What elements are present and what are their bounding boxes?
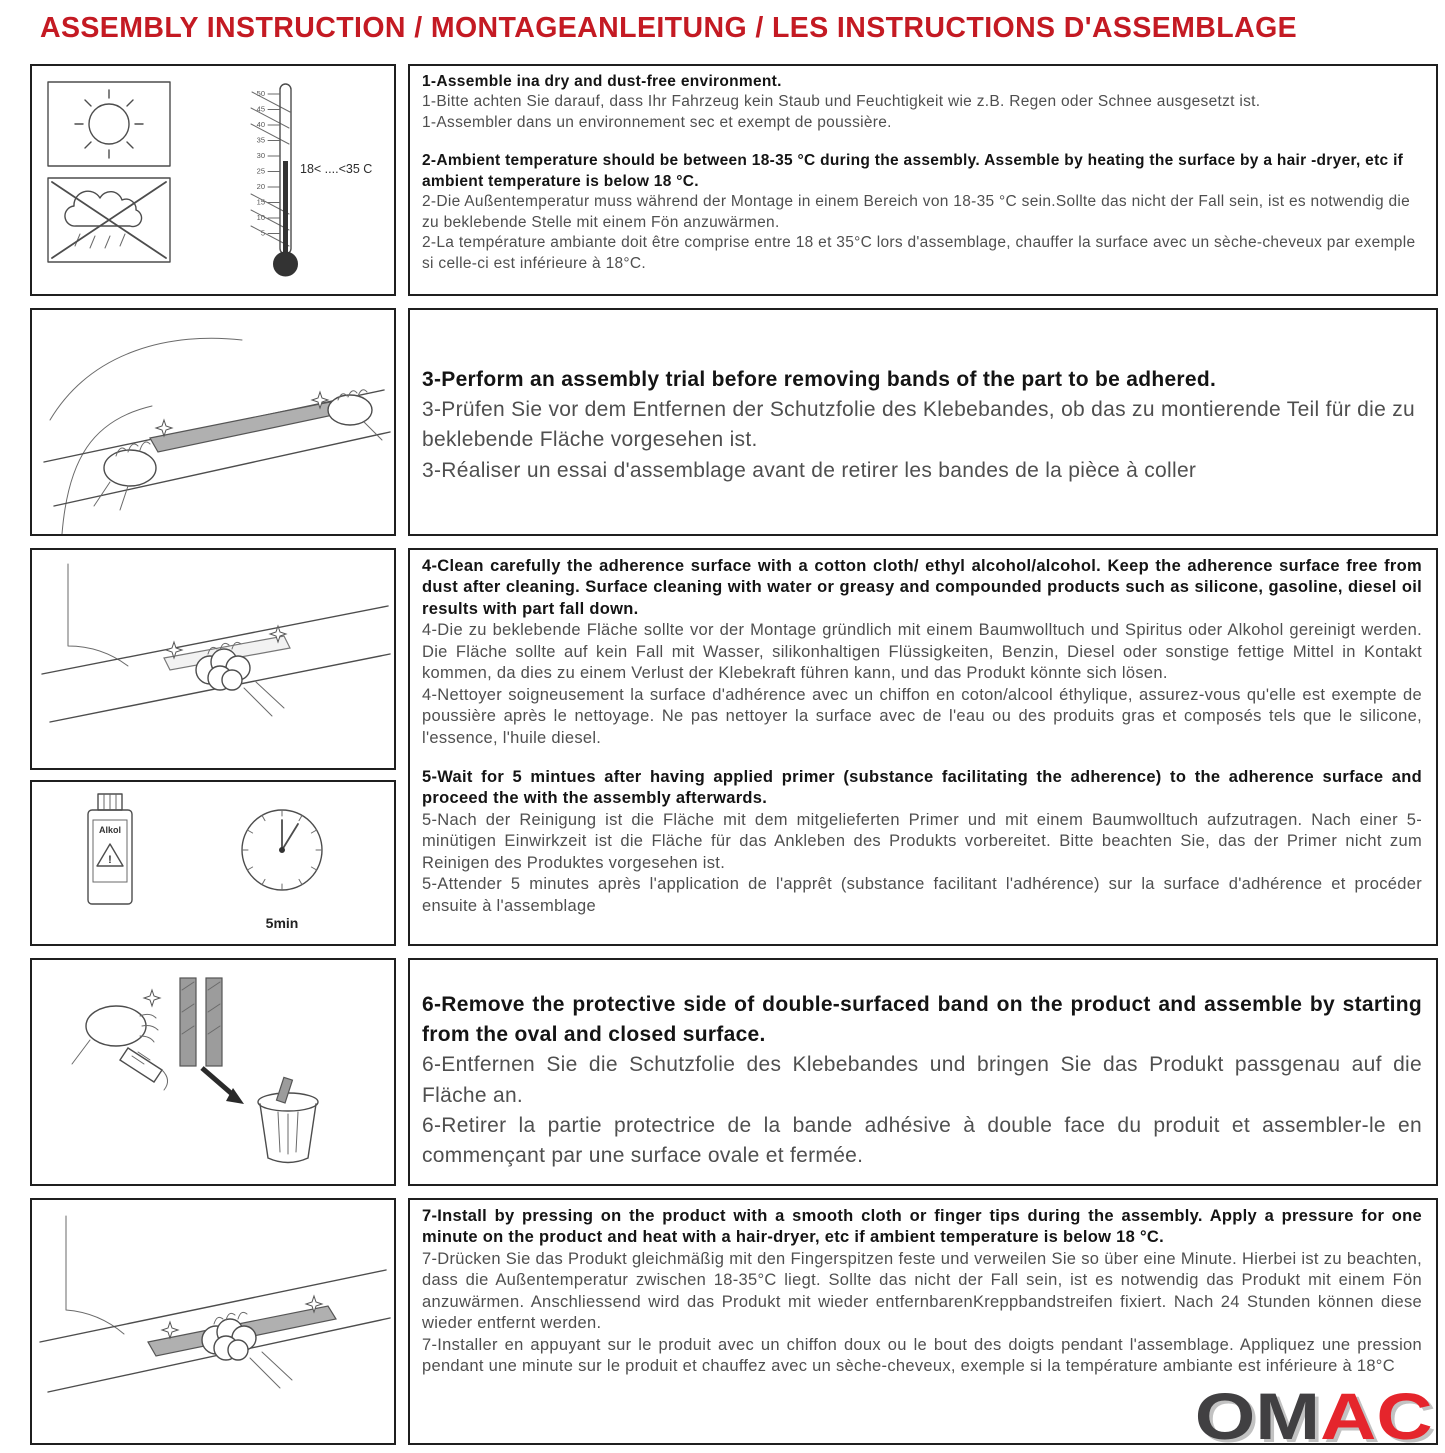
- svg-text:25: 25: [256, 166, 265, 176]
- step1-fr: 1-Assembler dans un environnement sec et exempt de poussière.: [422, 113, 892, 131]
- svg-text:40: 40: [256, 120, 265, 129]
- illustration-alcohol-wait: [30, 780, 396, 946]
- step7-fr: 7-Installer en appuyant sur le produit avec un chiffon doux ou le bout des doigts pendant l'assemblage. Appliquez une pression pendant une minute sur le produit et chauffez avec un sèche-cheveux, exemple si la température ambiante est inférieure à 18°C: [422, 1335, 1422, 1376]
- svg-text:5: 5: [260, 228, 265, 238]
- illustration-press-product: [30, 1198, 396, 1445]
- right-hand: [328, 390, 382, 440]
- row-step-6: [30, 958, 1438, 1186]
- step3-fr: 3-Réaliser un essai d'assemblage avant de retirer les bandes de la pièce à coller: [422, 458, 1197, 482]
- svg-text:10: 10: [256, 213, 265, 222]
- svg-text:50: 50: [256, 89, 265, 98]
- svg-text:20: 20: [256, 182, 265, 191]
- step4-en: 4-Clean carefully the adherence surface with a cotton cloth/ ethyl alcohol/alcohol. Keep the adherence surface free from dust after cleaning. Surface cleaning with water or greasy and compounded products such as silicone, gasoline, diesel oil results with part fall down.: [422, 557, 1422, 618]
- svg-text:30: 30: [256, 151, 265, 160]
- clock-icon: [242, 810, 322, 931]
- row-step-4-5: [30, 548, 1438, 946]
- discard-arrow-icon: [202, 1068, 244, 1104]
- step5-en: 5-Wait for 5 mintues after having applied primer (substance facilitating the adherence) to the adherence surface and proceed the with the assembly afterwards.: [422, 767, 1422, 808]
- illustration-column-5: [30, 1198, 396, 1445]
- step7-en: 7-Install by pressing on the product with a smooth cloth or finger tips during the assembly. Apply a pressure for one minute on the product and heat with a hair-dryer, etc if ambient temperature is below 18 °C.: [422, 1207, 1422, 1247]
- left-hand: [94, 442, 156, 510]
- step1-de: 1-Bitte achten Sie darauf, dass Ihr Fahrzeug kein Staub und Feuchtigkeit wie z.B. Regen oder Schnee ausgesetzt ist.: [422, 93, 1261, 111]
- illustration-column-4: [30, 958, 396, 1186]
- omac-logo-dark-letters: OM: [1195, 1379, 1321, 1453]
- illustration-column-1: [30, 64, 396, 296]
- text-step-6: [408, 958, 1438, 1186]
- step7-de: 7-Drücken Sie das Produkt gleichmäßig mit den Fingerspitzen feste und verweilen Sie so über eine Minute. Hierbei ist zu beachten, dass die Außentemperatur zwischen 18-35°C liegt. Sollte das nicht der Fall sein, ist es notwendig das Produkt mit einem Fön anzuwärmen. Anschliessend wird das Produkt mit wieder entfernbarenKreppbandstreifen fixiert. Nach 24 Stunden können diese wieder entfernt werden.: [422, 1249, 1422, 1333]
- thermometer-range-label: 18< ....<35 C: [300, 162, 373, 176]
- no-rain-icon: [48, 178, 170, 262]
- page-title: ASSEMBLY INSTRUCTION / MONTAGEANLEITUNG / LES INSTRUCTIONS D'ASSEMBLAGE: [40, 12, 1298, 44]
- step5-fr: 5-Attender 5 minutes après l'application de l'apprêt (substance facilitant l'adhérence) sur la surface d'adhérence et procéder ensuite à l'assemblage: [422, 875, 1422, 915]
- row-step-1-2: [30, 64, 1438, 296]
- step5-de: 5-Nach der Reinigung ist die Fläche mit dem mitgelieferten Primer und mit einem Baumwolltuch aufzutragen. Nach einer 5-minütigen Einwirkzeit ist die Fläche für das Ankleben des Produkts vorbereitet. Bitte beachten Sie, das der Primer nicht zum Reinigen des Produktes vorgesehen ist.: [422, 810, 1422, 872]
- illustration-clean-surface: [30, 548, 396, 770]
- illustration-environment-temperature: [30, 64, 396, 296]
- step3-de: 3-Prüfen Sie vor dem Entfernen der Schutzfolie des Klebebandes, ob das zu montierende Teil für die zu beklebende Fläche vorgesehen ist.: [422, 398, 1415, 452]
- trash-bin-icon: [258, 1077, 318, 1162]
- step4-fr: 4-Nettoyer soigneusement la surface d'adhérence avec un chiffon en coton/alcool éthylique, assurez-vous qu'elle est exempte de poussière après le nettoyage. Ne pas nettoyer la surface avec de l'eau ou des produits gras et composés tels que le silicone, l'essence, l'huile diesel.: [422, 685, 1422, 747]
- step1-en: 1-Assemble ina dry and dust-free environment.: [422, 73, 782, 90]
- warning-mark: !: [108, 854, 112, 866]
- alkol-label: Alkol: [98, 825, 122, 835]
- step4-de: 4-Die zu beklebende Fläche sollte vor der Montage gründlich mit einem Baumwolltuch und Spiritus oder Alkohol gereinigt werden. Die Fläche sollte auf kein Fall mit Wasser, silikonhaltigen Flüssigkeiten, Benzin, Diesel oder sonstige fettige Mittel in Kontakt kommen, da dies zu einem Verlust der Klebekraft führen kann, und das Produkt könnte sich lösen.: [422, 621, 1422, 683]
- text-step-4-5: [408, 548, 1438, 946]
- illustration-remove-band: [30, 958, 396, 1186]
- step3-en: 3-Perform an assembly trial before removing bands of the part to be adhered.: [422, 368, 1217, 391]
- svg-text:45: 45: [256, 104, 265, 114]
- alcohol-bottle-icon: [88, 794, 132, 904]
- five-min-label: 5min: [265, 915, 299, 931]
- row-step-3: [30, 308, 1438, 536]
- svg-text:15: 15: [256, 197, 265, 207]
- step2-de: 2-Die Außentemperatur muss während der Montage in einem Bereich von 18-35 °C sein.Sollte das nicht der Fall sein, ist es notwendig die zu beklebende Stelle mit einem Fön anzuwärmen.: [422, 193, 1411, 231]
- omac-logo-red-letters: AC: [1320, 1379, 1433, 1453]
- sparkle-icon: [162, 1322, 178, 1338]
- thermometer-icon: [251, 84, 372, 276]
- step2-en: 2-Ambient temperature should be between 18-35 °C during the assembly. Assemble by heating the surface by a hair -dryer, etc if ambient temperature is below 18 °C.: [422, 152, 1404, 190]
- step6-fr: 6-Retirer la partie protectrice de la bande adhésive à double face du produit et assembler-le en commençant par une surface ovale et fermée.: [422, 1113, 1422, 1168]
- text-step-3: [408, 308, 1438, 536]
- omac-logo: [1195, 1379, 1433, 1453]
- step6-de: 6-Entfernen Sie die Schutzfolie des Klebebandes und bringen Sie das Produkt passgenau auf die Fläche an.: [422, 1053, 1422, 1107]
- illustration-column-3: [30, 548, 396, 946]
- step6-en: 6-Remove the protective side of double-surfaced band on the product and assemble by starting from the oval and closed surface.: [422, 993, 1422, 1047]
- adhesive-strips: [180, 978, 222, 1066]
- peeling-hand: [72, 1006, 168, 1090]
- sparkle-icon: [144, 990, 160, 1006]
- step2-fr: 2-La température ambiante doit être comprise entre 18 et 35°C lors d'assemblage, chauffer la surface avec un sèche-cheveux par exemple si celle-ci est inférieure à 18°C.: [422, 234, 1416, 272]
- illustration-column-2: [30, 308, 396, 536]
- sun-icon: [48, 82, 170, 166]
- svg-text:35: 35: [256, 135, 265, 145]
- illustration-assembly-trial: [30, 308, 396, 536]
- text-step-1-2: [408, 64, 1438, 296]
